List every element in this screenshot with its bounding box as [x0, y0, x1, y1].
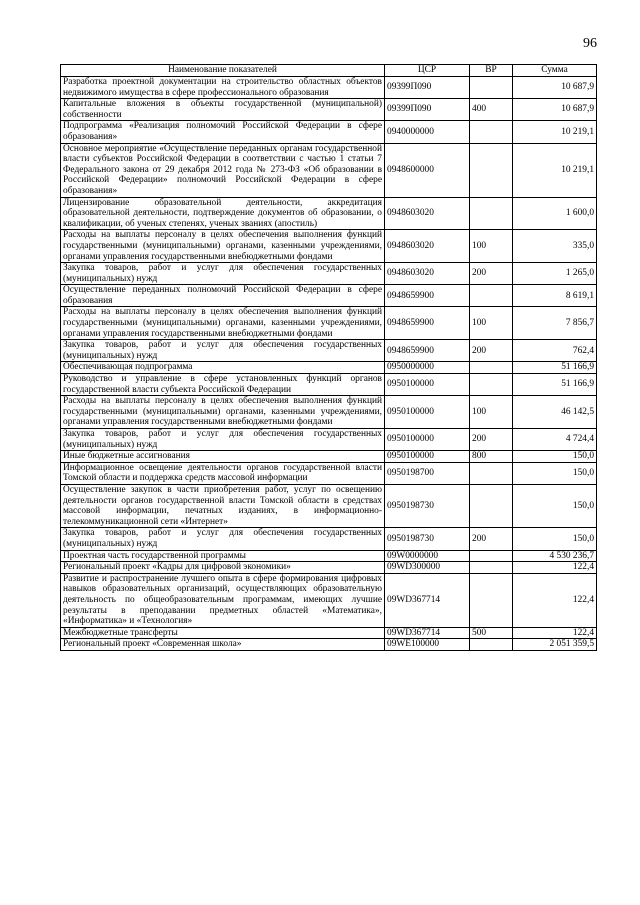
cell-name: Закупка товаров, работ и услуг для обеспечения государственных (муниципальных) нужд [61, 263, 385, 285]
cell-sum: 10 219,1 [513, 121, 597, 143]
cell-name: Обеспечивающая подпрограмма [61, 362, 385, 374]
cell-sum: 2 051 359,5 [513, 639, 597, 651]
table-row [61, 573, 597, 627]
cell-sum: 150,0 [513, 528, 597, 550]
cell-name: Проектная часть государственной программы [61, 550, 385, 562]
table-row [61, 121, 597, 143]
cell-name: Капитальные вложения в объекты государственной (муниципальной) собственности [61, 99, 385, 121]
cell-sum: 335,0 [513, 230, 597, 263]
cell-sum: 10 687,9 [513, 99, 597, 121]
table-row [61, 197, 597, 230]
cell-csr: 0950100000 [385, 374, 470, 396]
cell-name: Осуществление переданных полномочий Российской Федерации в сфере образования [61, 285, 385, 307]
cell-name: Региональный проект «Современная школа» [61, 639, 385, 651]
cell-vr [470, 462, 513, 484]
table-row [61, 484, 597, 527]
table-header-row [61, 65, 597, 77]
cell-vr [470, 484, 513, 527]
cell-csr: 09WD367714 [385, 573, 470, 627]
cell-csr: 0950198700 [385, 462, 470, 484]
table-row [61, 285, 597, 307]
cell-csr: 0948603020 [385, 230, 470, 263]
table-row [61, 99, 597, 121]
cell-csr: 0948603020 [385, 263, 470, 285]
cell-name: Закупка товаров, работ и услуг для обеспечения государственных (муниципальных) нужд [61, 340, 385, 362]
cell-name: Закупка товаров, работ и услуг для обеспечения государственных (муниципальных) нужд [61, 429, 385, 451]
cell-sum: 1 600,0 [513, 197, 597, 230]
cell-csr: 09WD300000 [385, 562, 470, 574]
cell-vr [470, 121, 513, 143]
cell-csr: 0950100000 [385, 451, 470, 463]
cell-sum: 8 619,1 [513, 285, 597, 307]
cell-csr: 09WE100000 [385, 639, 470, 651]
table-row [61, 451, 597, 463]
cell-csr: 0948659900 [385, 307, 470, 340]
table-row [61, 340, 597, 362]
cell-vr [470, 285, 513, 307]
cell-sum: 1 265,0 [513, 263, 597, 285]
cell-csr: 0950100000 [385, 429, 470, 451]
cell-sum: 122,4 [513, 627, 597, 639]
table-row [61, 550, 597, 562]
cell-vr: 100 [470, 307, 513, 340]
cell-vr: 500 [470, 627, 513, 639]
page-number: 96 [583, 36, 597, 51]
cell-sum: 51 166,9 [513, 374, 597, 396]
cell-vr: 400 [470, 99, 513, 121]
cell-sum: 150,0 [513, 462, 597, 484]
cell-name: Расходы на выплаты персоналу в целях обеспечения выполнения функций государственными (муниципальными) органами, казенными учреждениями, органами управления государственными внебюджетными фондами [61, 307, 385, 340]
cell-name: Расходы на выплаты персоналу в целях обеспечения выполнения функций государственными (муниципальными) органами, казенными учреждениями, органами управления государственными внебюджетными фондами [61, 396, 385, 429]
table-row [61, 396, 597, 429]
cell-sum: 762,4 [513, 340, 597, 362]
cell-csr: 0948659900 [385, 285, 470, 307]
cell-csr: 0940000000 [385, 121, 470, 143]
cell-vr [470, 197, 513, 230]
cell-sum: 4 530 236,7 [513, 550, 597, 562]
cell-vr [470, 550, 513, 562]
cell-sum: 122,4 [513, 562, 597, 574]
cell-name: Лицензирование образовательной деятельности, аккредитация образовательной деятельности, подтверждение документов об образовании, о квалификации, об ученых степенях, ученых званиях (апостиль) [61, 197, 385, 230]
table-body [61, 77, 597, 651]
table-row [61, 374, 597, 396]
table-row [61, 562, 597, 574]
cell-name: Региональный проект «Кадры для цифровой экономики» [61, 562, 385, 574]
cell-sum: 10 687,9 [513, 77, 597, 99]
cell-sum: 4 724,4 [513, 429, 597, 451]
cell-csr: 0948603020 [385, 197, 470, 230]
header-name: Наименование показателей [61, 65, 385, 77]
cell-sum: 150,0 [513, 451, 597, 463]
cell-csr: 0948600000 [385, 143, 470, 197]
cell-name: Межбюджетные трансферты [61, 627, 385, 639]
cell-vr [470, 374, 513, 396]
cell-vr [470, 573, 513, 627]
header-sum: Сумма [513, 65, 597, 77]
cell-name: Информационное освещение деятельности органов государственной власти Томской области и поддержка средств массовой информации [61, 462, 385, 484]
cell-csr: 09WD367714 [385, 627, 470, 639]
cell-name: Развитие и распространение лучшего опыта в сфере формирования цифровых навыков образовательных организаций, осуществляющих образовательную деятельность по общеобразовательным программам, имеющих лучшие результаты в преподавании предметных областей «Математика», «Информатика» и «Технология» [61, 573, 385, 627]
cell-sum: 122,4 [513, 573, 597, 627]
table-row [61, 528, 597, 550]
table-row [61, 362, 597, 374]
table-row [61, 639, 597, 651]
table-row [61, 230, 597, 263]
cell-vr [470, 562, 513, 574]
cell-csr: 0950100000 [385, 396, 470, 429]
header-csr: ЦСР [385, 65, 470, 77]
table-row [61, 263, 597, 285]
cell-csr: 09399П090 [385, 77, 470, 99]
header-vr: ВР [470, 65, 513, 77]
cell-csr: 0950198730 [385, 528, 470, 550]
cell-name: Подпрограмма «Реализация полномочий Российской Федерации в сфере образования» [61, 121, 385, 143]
cell-vr: 200 [470, 263, 513, 285]
cell-vr [470, 639, 513, 651]
cell-sum: 7 856,7 [513, 307, 597, 340]
cell-sum: 150,0 [513, 484, 597, 527]
cell-vr: 100 [470, 230, 513, 263]
cell-name: Иные бюджетные ассигнования [61, 451, 385, 463]
cell-sum: 46 142,5 [513, 396, 597, 429]
cell-name: Осуществление закупок в части приобретения работ, услуг по освещению деятельности органов государственной власти Томской области в средствах массовой информации, печатных изданиях, в информационно-телекоммуникационной сети «Интернет» [61, 484, 385, 527]
cell-vr: 100 [470, 396, 513, 429]
cell-name: Закупка товаров, работ и услуг для обеспечения государственных (муниципальных) нужд [61, 528, 385, 550]
cell-vr: 200 [470, 429, 513, 451]
cell-csr: 09W0000000 [385, 550, 470, 562]
table-row [61, 462, 597, 484]
table-row [61, 143, 597, 197]
cell-csr: 0950198730 [385, 484, 470, 527]
budget-table [60, 64, 597, 651]
table-row [61, 77, 597, 99]
cell-sum: 51 166,9 [513, 362, 597, 374]
cell-vr [470, 77, 513, 99]
cell-csr: 09399П090 [385, 99, 470, 121]
table-row [61, 307, 597, 340]
cell-vr: 200 [470, 340, 513, 362]
table-row [61, 627, 597, 639]
cell-sum: 10 219,1 [513, 143, 597, 197]
cell-name: Руководство и управление в сфере установленных функций органов государственной власти субъекта Российской Федерации [61, 374, 385, 396]
table-row [61, 429, 597, 451]
cell-vr: 200 [470, 528, 513, 550]
cell-name: Расходы на выплаты персоналу в целях обеспечения выполнения функций государственными (муниципальными) органами, казенными учреждениями, органами управления государственными внебюджетными фондами [61, 230, 385, 263]
cell-name: Основное мероприятие «Осуществление переданных органам государственной власти субъектов Российской Федерации в соответствии с частью 1 статьи 7 Федерального закона от 29 декабря 2012 года № 273-ФЗ «Об образовании в Российской Федерации» полномочий Российской Федерации в сфере образования» [61, 143, 385, 197]
cell-vr [470, 362, 513, 374]
cell-vr [470, 143, 513, 197]
cell-name: Разработка проектной документации на строительство областных объектов недвижимого имущества в сфере профессионального образования [61, 77, 385, 99]
cell-csr: 0950000000 [385, 362, 470, 374]
cell-csr: 0948659900 [385, 340, 470, 362]
cell-vr: 800 [470, 451, 513, 463]
